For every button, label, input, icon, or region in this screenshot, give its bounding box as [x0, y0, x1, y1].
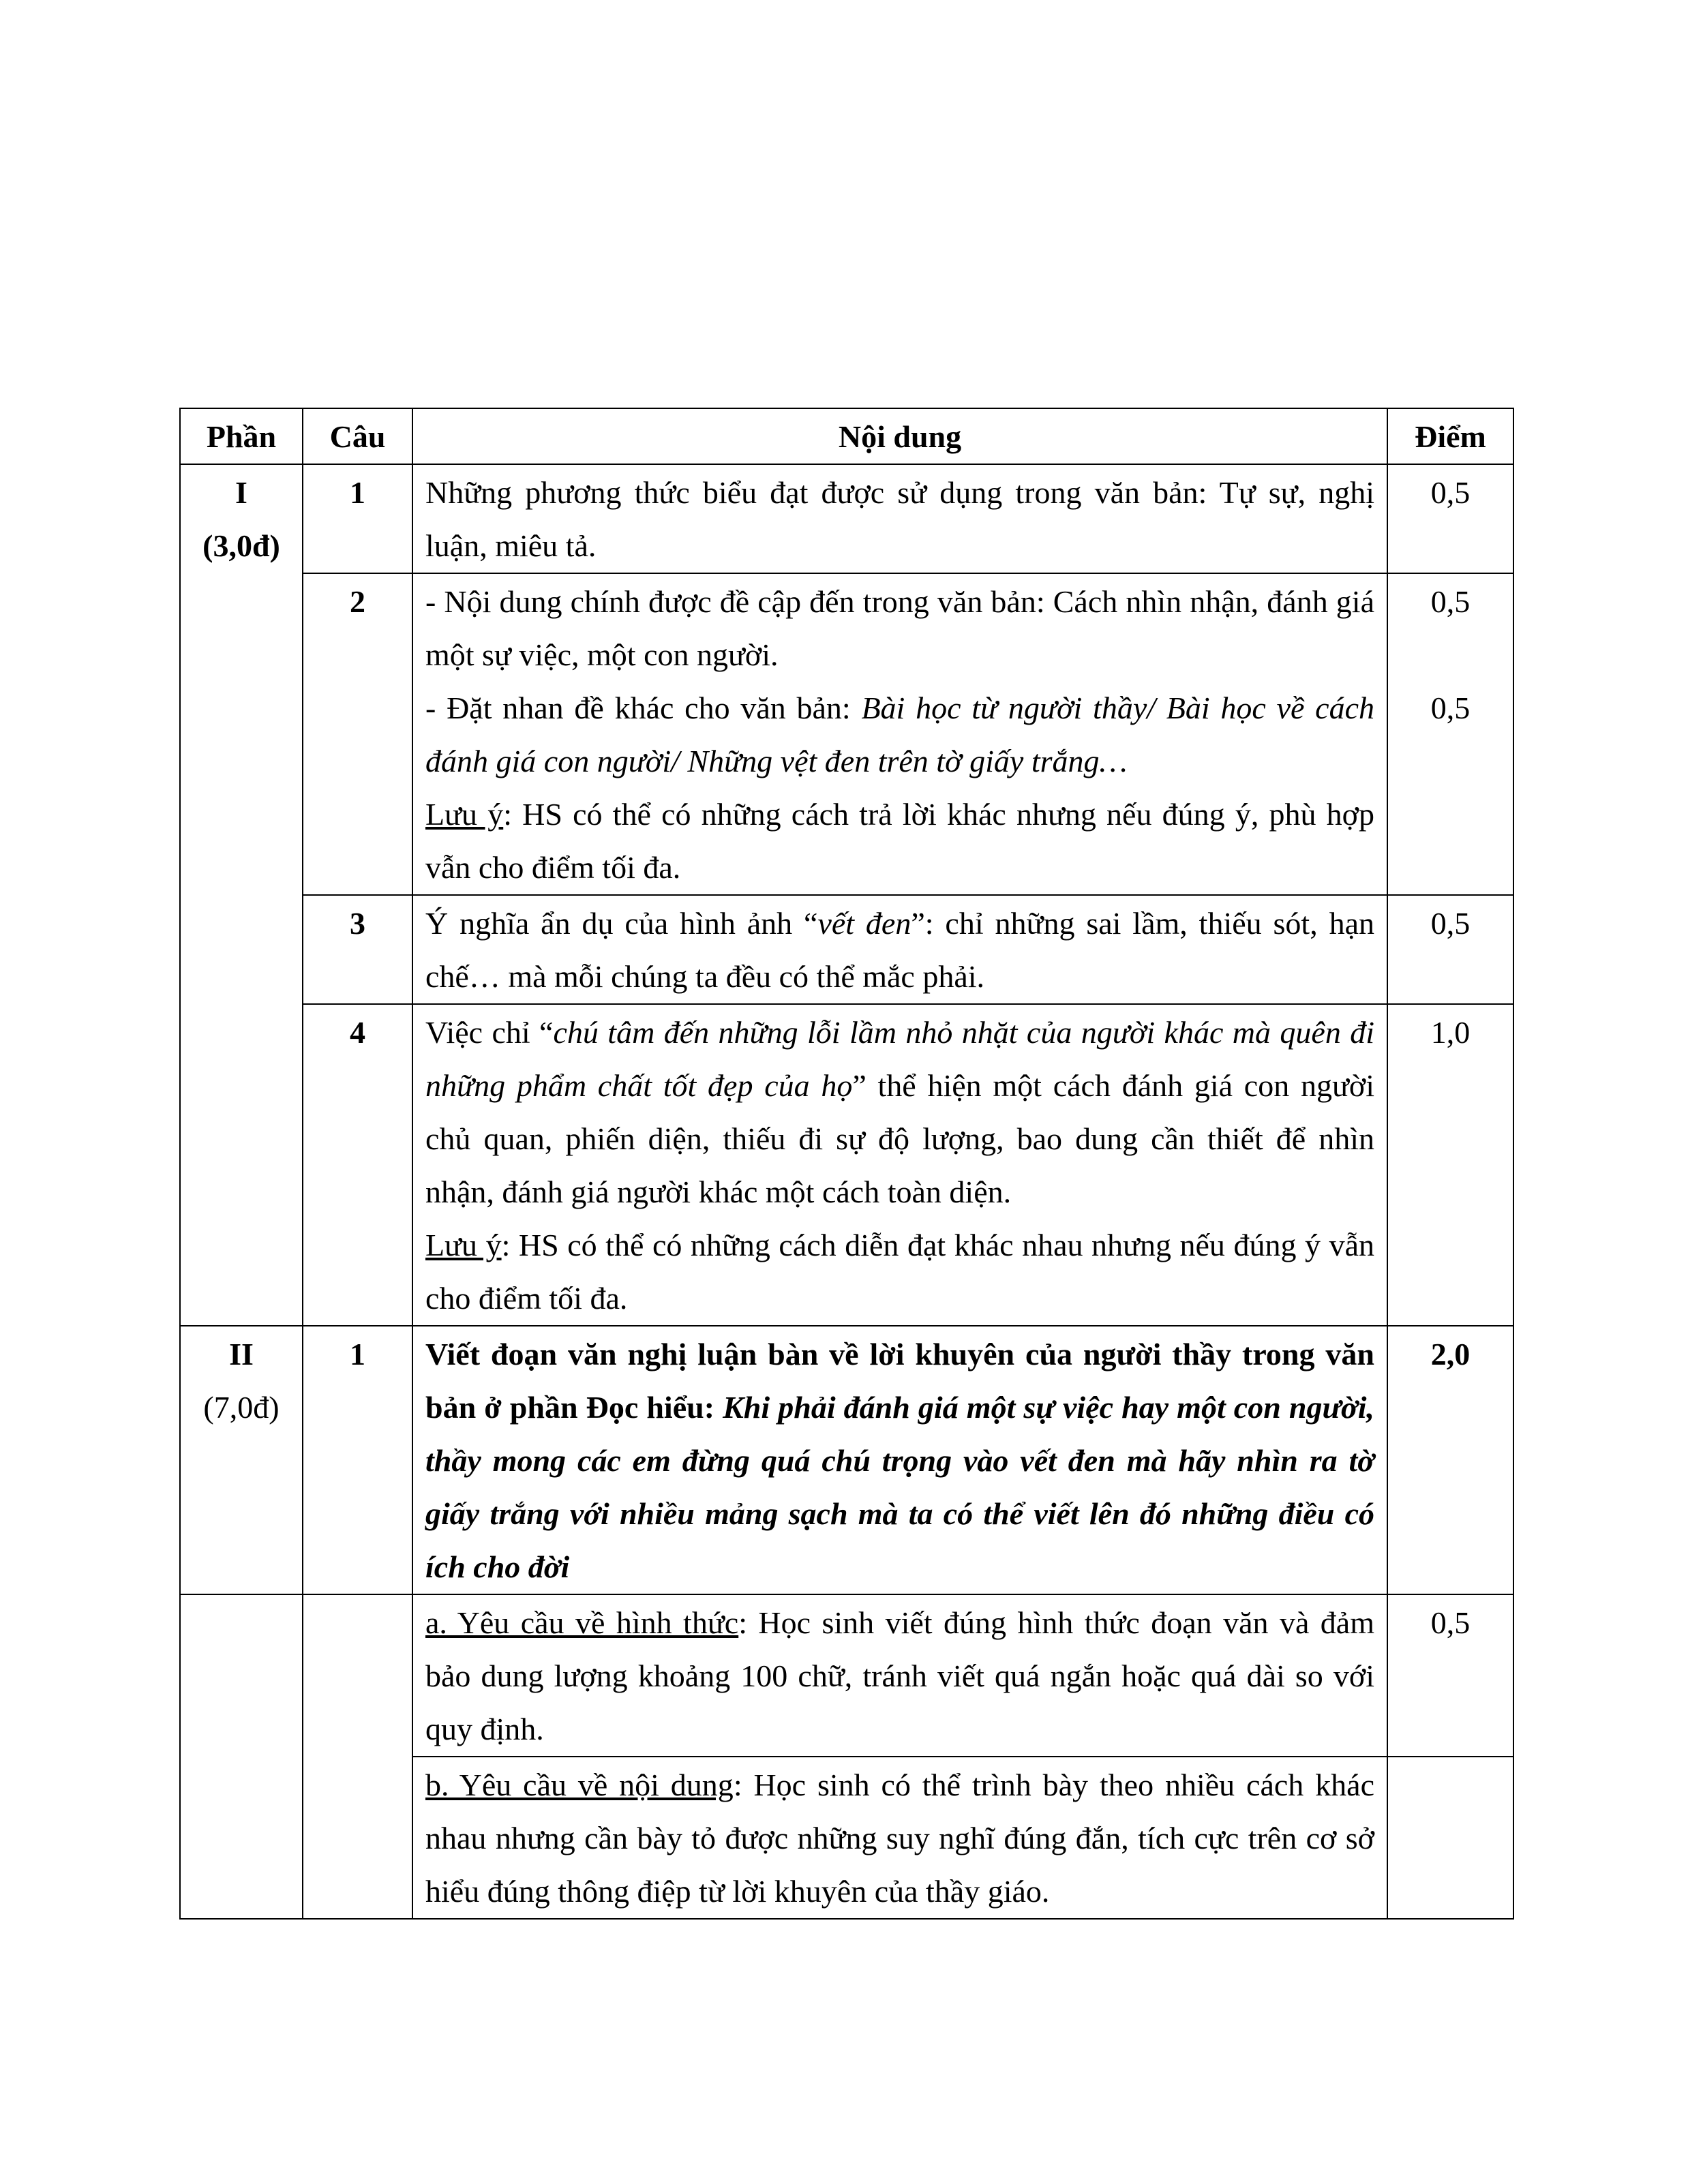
question-content	[412, 895, 1387, 1004]
answer-italic: vết đen	[817, 906, 911, 941]
table-row	[180, 573, 1513, 895]
empty-cell	[303, 1594, 412, 1919]
requirement-content	[412, 1757, 1387, 1919]
answer-italic: chú tâm đến những lỗi lầm nhỏ nhặt của người khác mà quên đi những phẩm chất tốt đẹp của họ	[425, 1015, 1374, 1103]
answer-lead: Việc chỉ “	[425, 1015, 554, 1050]
header-diem: Điểm	[1387, 408, 1513, 464]
spacer	[1400, 628, 1501, 682]
header-cau: Câu	[303, 408, 412, 464]
note-label: Lưu ý	[425, 1228, 502, 1262]
table-row	[180, 895, 1513, 1004]
requirement-label: b. Yêu cầu về nội dung	[425, 1768, 734, 1802]
note	[425, 1219, 1374, 1325]
answer-lead: - Đặt nhan đề khác cho văn bản:	[425, 691, 862, 725]
answer-title-suggestion	[425, 682, 1374, 788]
question-content	[412, 1326, 1387, 1594]
grading-table	[179, 408, 1514, 1920]
answer-text: Những phương thức biểu đạt được sử dụng trong văn bản: Tự sự, nghị luận, miêu tả.	[425, 475, 1374, 563]
score-cell	[1387, 573, 1513, 895]
part-label: I	[235, 475, 247, 510]
part-cell	[180, 464, 303, 1326]
answer-text: - Nội dung chính được đề cập đến trong văn bản: Cách nhìn nhận, đánh giá một sự việc, một con người.	[425, 584, 1374, 672]
prompt-bold-italic: Khi phải đánh giá một sự việc hay một con người, thầy mong các em đừng quá chú trọng vào vết đen mà hãy nhìn ra tờ giấy trắng với nhiều mảng sạch mà ta có thể viết lên đó những điều có ích cho đời	[425, 1390, 1374, 1584]
requirement-text: : Học sinh viết đúng hình thức đoạn văn và đảm bảo dung lượng khoảng 100 chữ, tránh viết quá ngắn hoặc quá dài so với quy định.	[425, 1605, 1375, 1746]
note-text: : HS có thể có những cách trả lời khác nhưng nếu đúng ý, phù hợp vẫn cho điểm tối đa.	[425, 797, 1374, 885]
table-row	[180, 1594, 1513, 1757]
table-row	[180, 1326, 1513, 1594]
note-text: : HS có thể có những cách diễn đạt khác nhau nhưng nếu đúng ý vẫn cho điểm tối đa.	[425, 1228, 1374, 1316]
header-noi-dung: Nội dung	[412, 408, 1387, 464]
part-label: II	[229, 1337, 254, 1371]
empty-cell	[180, 1594, 303, 1919]
score: 0,5	[1387, 895, 1513, 1004]
score: 1,0	[1387, 1004, 1513, 1326]
answer-rest: ” thể hiện một cách đánh giá con người chủ quan, phiến diện, thiếu đi sự độ lượng, bao dung cần thiết để nhìn nhận, đánh giá người khác một cách toàn diện.	[425, 1068, 1374, 1209]
question-number: 2	[303, 573, 412, 895]
requirement-label: a. Yêu cầu về hình thức	[425, 1605, 739, 1640]
note	[425, 788, 1374, 894]
answer-paragraph	[425, 1006, 1374, 1219]
question-content	[412, 1004, 1387, 1326]
part-points: (3,0đ)	[202, 528, 280, 563]
question-content	[412, 573, 1387, 895]
score: 0,5	[1387, 464, 1513, 573]
table-row	[180, 464, 1513, 573]
requirement-text: : Học sinh có thể trình bày theo nhiều cách khác nhau nhưng cần bày tỏ được những suy nghĩ đúng đắn, tích cực trên cơ sở hiểu đúng thông điệp từ lời khuyên của thầy giáo.	[425, 1768, 1374, 1909]
part-points: (7,0đ)	[203, 1390, 280, 1425]
header-phan: Phần	[180, 408, 303, 464]
part-cell	[180, 1326, 303, 1594]
answer-rest: ”: chỉ những sai lầm, thiếu sót, hạn chế… mà mỗi chúng ta đều có thể mắc phải.	[425, 906, 1374, 994]
question-content	[412, 464, 1387, 573]
question-number: 4	[303, 1004, 412, 1326]
header-row	[180, 408, 1513, 464]
table-row	[180, 1004, 1513, 1326]
score: 0,5	[1430, 584, 1471, 619]
answer-lead: Ý nghĩa ẩn dụ của hình ảnh “	[425, 906, 818, 941]
answer-italic: Bài học từ người thầy/ Bài học về cách đánh giá con người/ Những vệt đen trên tờ giấy trắng…	[425, 691, 1374, 778]
question-number: 1	[303, 1326, 412, 1594]
requirement-form	[412, 1594, 1387, 1757]
note-label: Lưu ý	[425, 797, 504, 832]
score: 0,5	[1430, 691, 1471, 725]
empty-score	[1387, 1757, 1513, 1919]
score: 2,0	[1387, 1326, 1513, 1594]
question-number: 1	[303, 464, 412, 573]
prompt-bold: Viết đoạn văn nghị luận bàn về lời khuyên của người thầy trong văn bản ở phần Đọc hiểu:	[425, 1337, 1374, 1425]
question-number: 3	[303, 895, 412, 1004]
score: 0,5	[1387, 1594, 1513, 1757]
